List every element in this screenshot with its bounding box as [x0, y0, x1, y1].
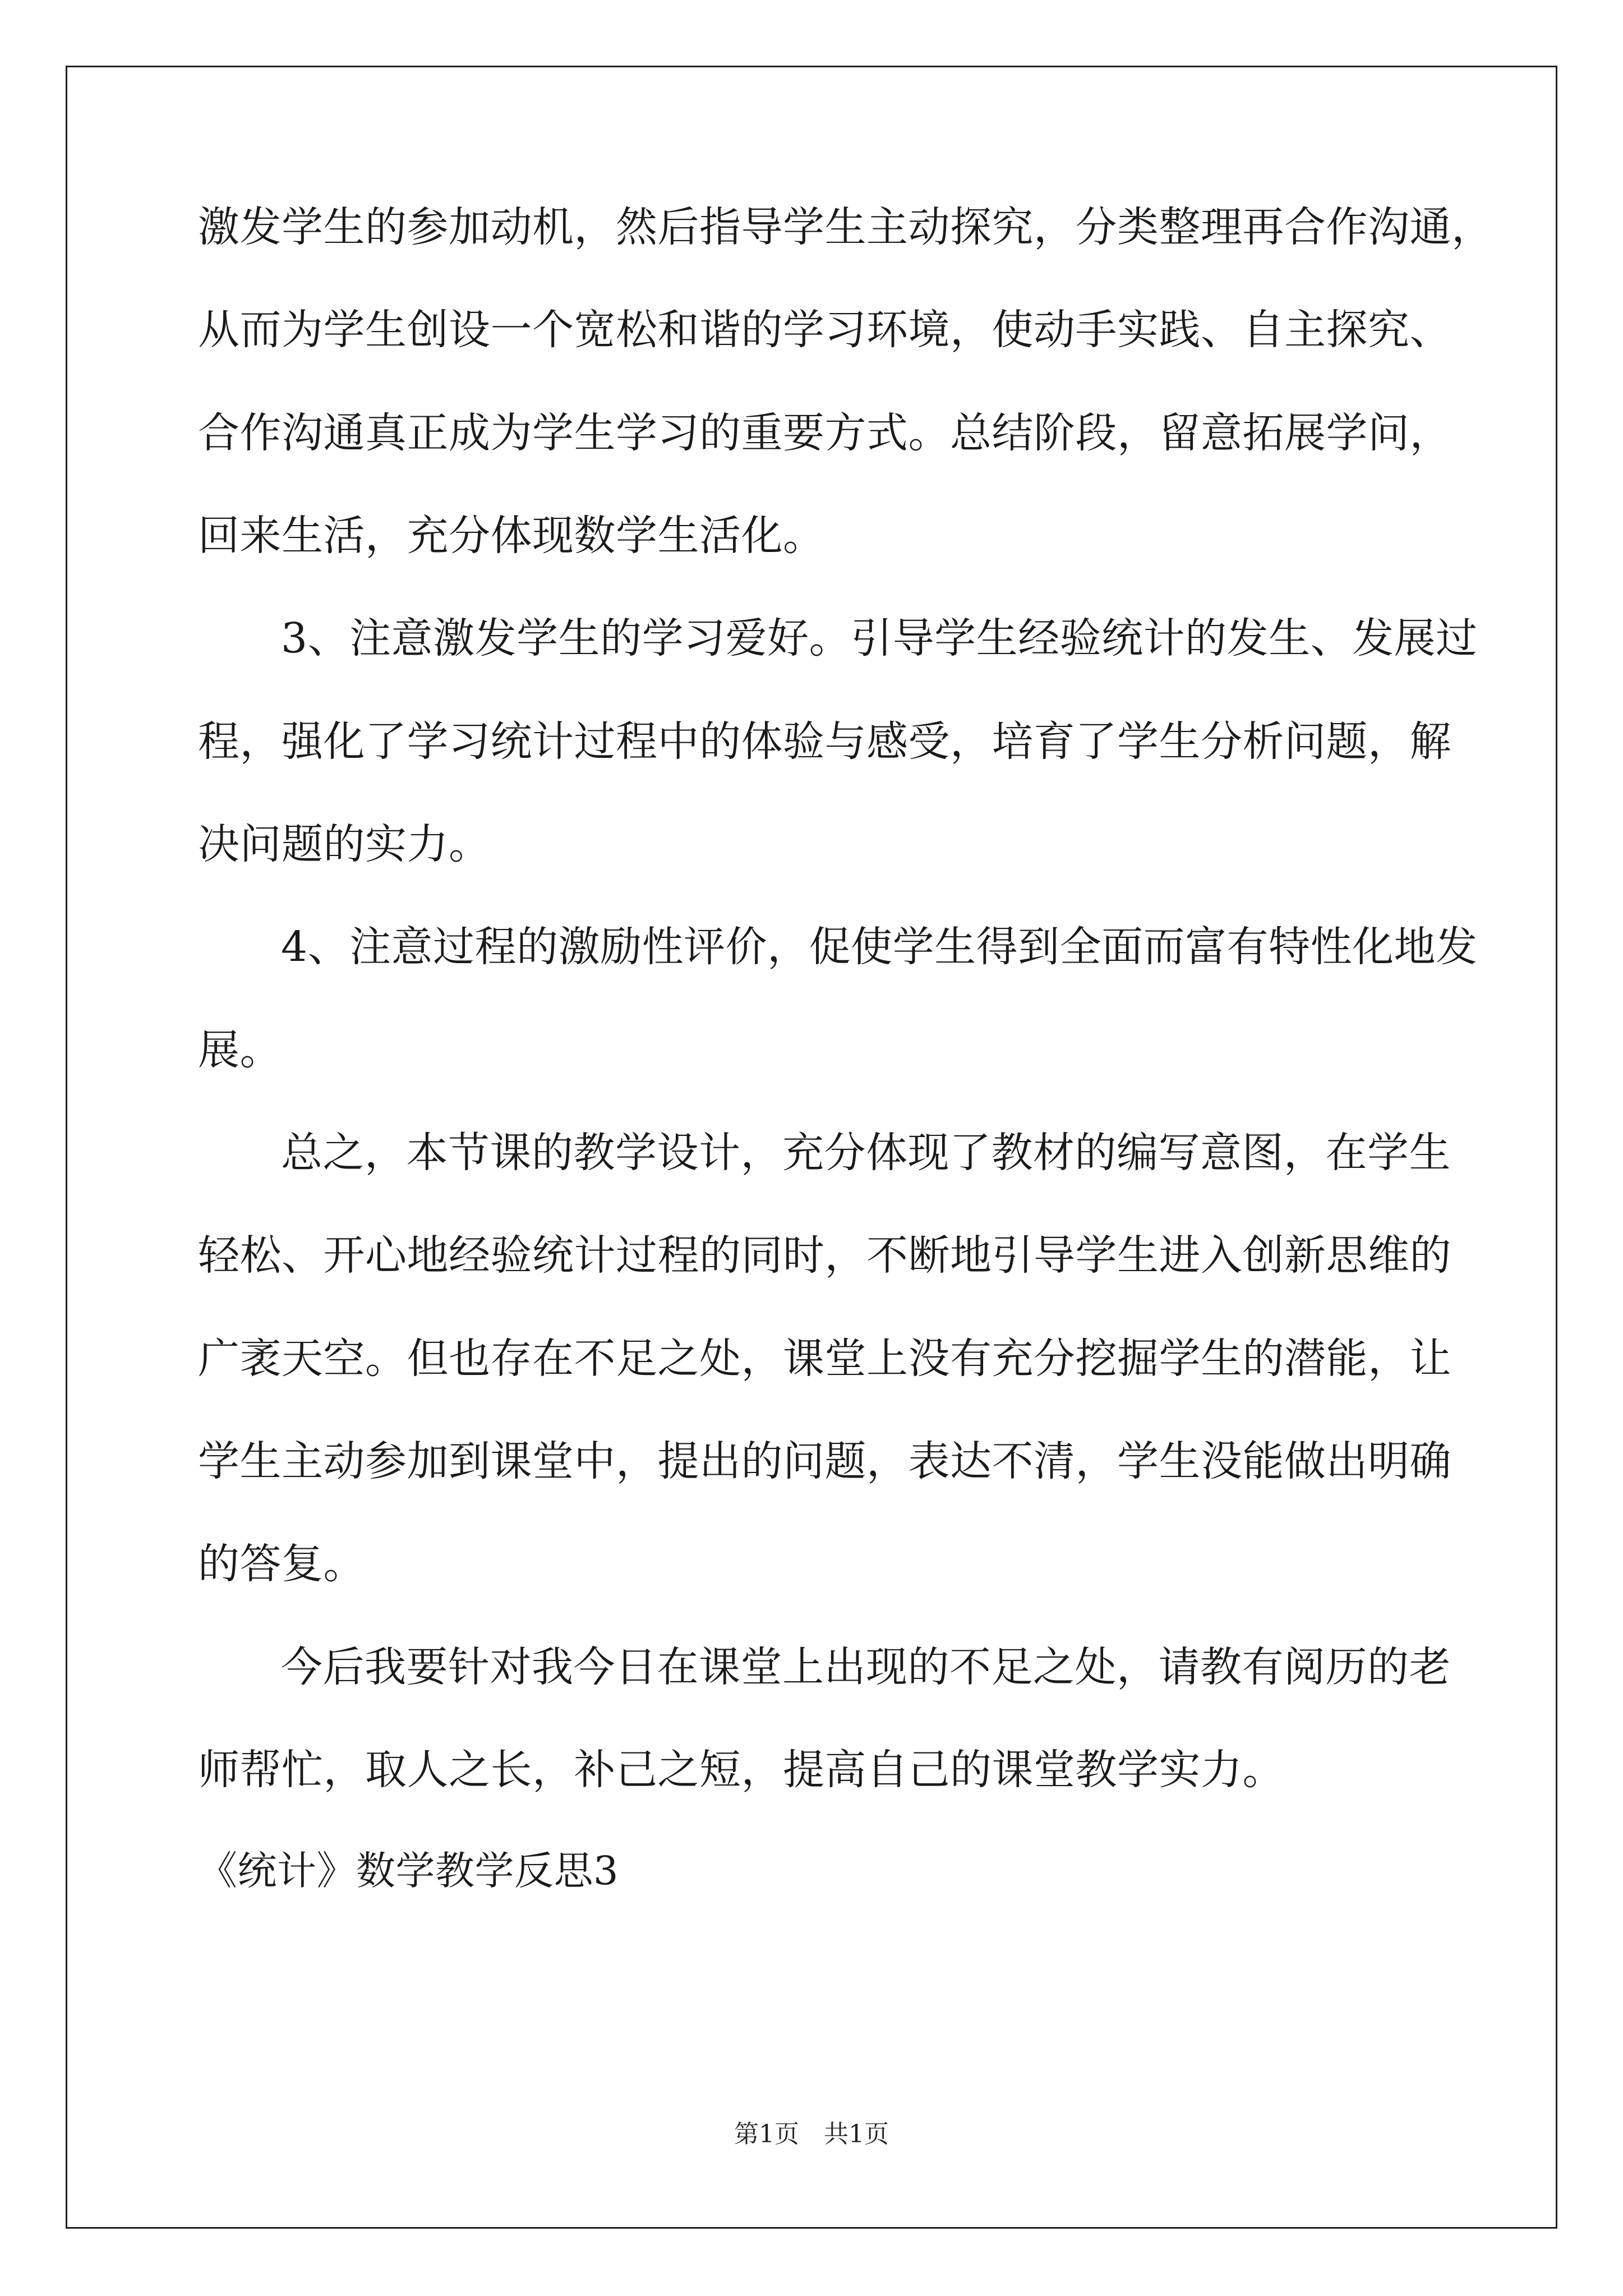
text-line: 决问题的实力。 [198, 820, 491, 868]
text-line: 师帮忙，取人之长，补己之短，提高自己的课堂教学实力。 [198, 1746, 1284, 1794]
text-line: 4、注意过程的激励性评价，促使学生得到全面而富有特性化地发 [281, 923, 1478, 971]
text-line: 学生主动参加到课堂中，提出的问题，表达不清，学生没能做出明确 [198, 1437, 1451, 1485]
text-line: 合作沟通真正成为学生学习的重要方式。总结阶段，留意拓展学问， [198, 409, 1451, 457]
text-line: 总之，本节课的教学设计，充分体现了教材的编写意图，在学生 [281, 1129, 1451, 1177]
text-line: 程，强化了学习统计过程中的体验与感受，培育了学生分析问题，解 [198, 717, 1451, 766]
text-line: 3、注意激发学生的学习爱好。引导学生经验统计的发生、发展过 [281, 614, 1478, 662]
text-line: 的答复。 [198, 1540, 365, 1588]
text-line: 从而为学生创设一个宽松和谐的学习环境，使动手实践、自主探究、 [198, 306, 1451, 354]
text-line: 广袤天空。但也存在不足之处，课堂上没有充分挖掘学生的潜能，让 [198, 1335, 1451, 1383]
section-heading: 《统计》数学教学反思3 [198, 1848, 619, 1894]
page-footer: 第1页 共1页 [734, 2120, 889, 2148]
text-line: 展。 [198, 1026, 282, 1074]
text-line: 回来生活，充分体现数学生活化。 [198, 512, 825, 560]
text-line: 轻松、开心地经验统计过程的同时，不断地引导学生进入创新思维的 [198, 1231, 1451, 1280]
text-line: 激发学生的参加动机，然后指导学生主动探究，分类整理再合作沟通， [198, 203, 1493, 251]
text-line: 今后我要针对我今日在课堂上出现的不足之处，请教有阅历的老 [281, 1643, 1451, 1691]
